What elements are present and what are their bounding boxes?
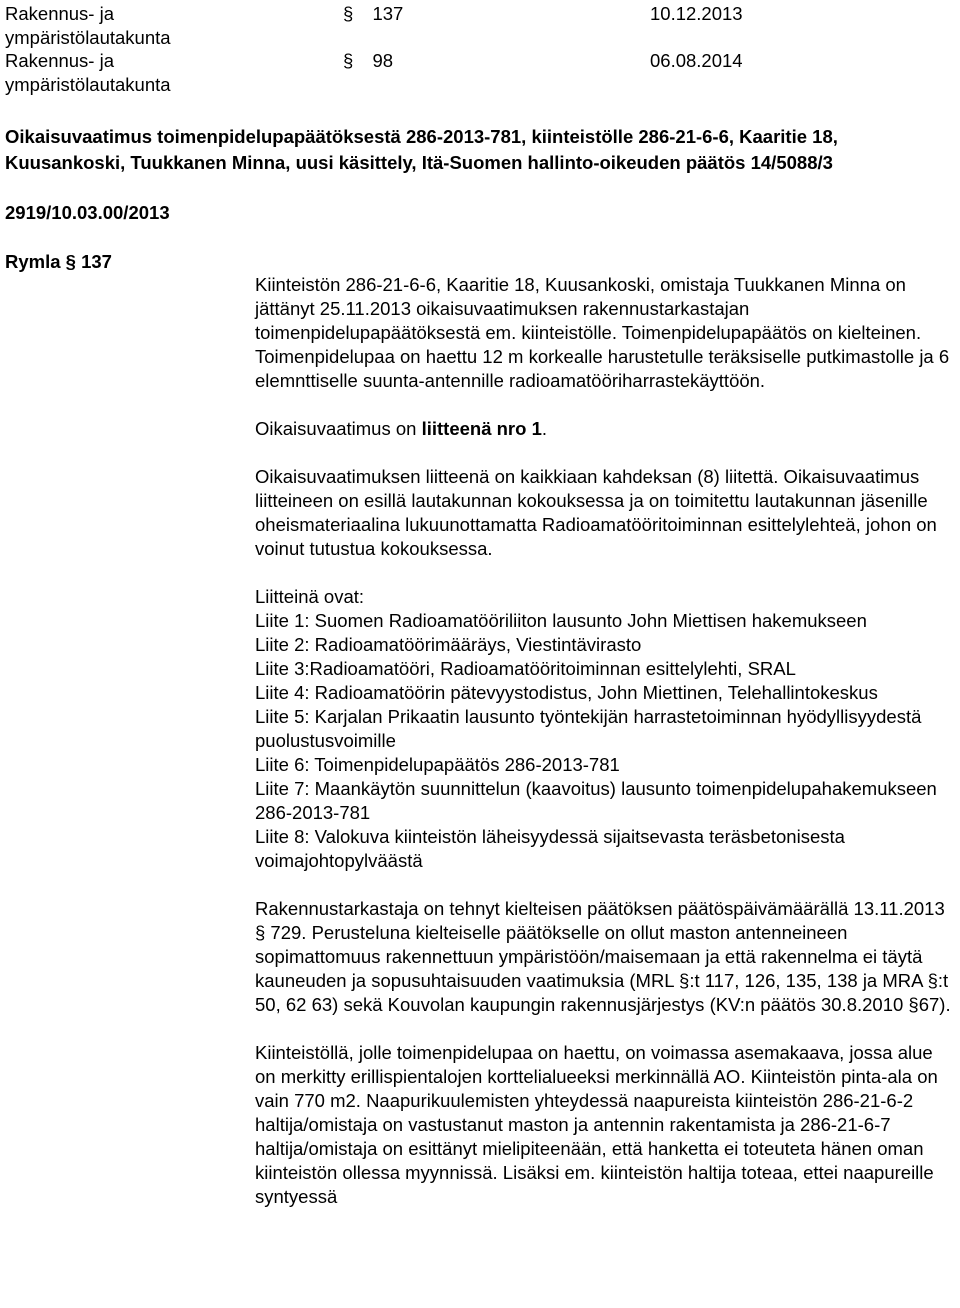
section-number — [343, 2, 403, 26]
attachments-heading: Liitteinä ovat: — [255, 586, 365, 607]
org-line2: ympäristölautakunta — [5, 74, 171, 95]
section-symbol: § — [343, 50, 354, 71]
paragraph: Kiinteistöllä, jolle toimenpidelupaa on haettu, on voimassa asemakaava, jossa alue on merkitty erillispientalojen korttelialueeksi merkinnällä AO. Kiinteistön pinta-ala on vain 770 m2. Naapurikuulemisten yhteydessä naapureista kiinteistön 286-21-6-2 haltija/omistaja on vastustanut maston ja antennin rakentamista ja 286-21-6-7 haltija/omistaja on esittänyt mielipiteenään, että hanketta ei toteuteta hänen oman kiinteistön ollessa myynnissä. Lisäksi em. kiinteistön haltija toteaa, ettei naapureille syntyessä — [255, 1042, 938, 1207]
org-line1: Rakennus- ja — [5, 3, 115, 24]
attachment-item: Liite 6: Toimenpidelupapäätös 286-2013-781 — [255, 754, 620, 775]
attachment-item: Liite 7: Maankäytön suunnittelun (kaavoitus) lausunto toimenpidelupahakemukseen 286-2013-781 — [255, 778, 937, 823]
body-text — [255, 273, 955, 1209]
attachment-item: Liite 2: Radioamatöörimääräys, Viestintävirasto — [255, 634, 642, 655]
org-line1: Rakennus- ja — [5, 50, 115, 71]
attachment-item: Liite 1: Suomen Radioamatööriliiton lausunto John Miettisen hakemukseen — [255, 610, 867, 631]
document-title: Oikaisuvaatimus toimenpidelupapäätöksestä 286-2013-781, kiinteistölle 286-21-6-6, Kaaritie 18, Kuusankoski, Tuukkanen Minna, uusi käsittely, Itä-Suomen hallinto-oikeuden päätös 14/5088/3 — [5, 126, 838, 173]
attachment-item: Liite 3:Radioamatööri, Radioamatööritoiminnan esittelylehti, SRAL — [255, 658, 796, 679]
header-org — [5, 2, 235, 50]
attachment-item: Liite 4: Radioamatöörin pätevyystodistus, John Miettinen, Telehallintokeskus — [255, 682, 878, 703]
diary-number: 2919/10.03.00/2013 — [5, 202, 170, 223]
attachment-item: Liite 5: Karjalan Prikaatin lausunto työntekijän harrastetoiminnan hyödyllisyydestä puolustusvoimille — [255, 706, 922, 751]
paragraph-text: . — [541, 418, 547, 439]
section-label: Rymla § 137 — [5, 251, 112, 272]
header-org — [5, 49, 235, 97]
attachment-reference: liitteenä nro 1 — [421, 418, 542, 439]
paragraph-text: Oikaisuvaatimus on — [255, 418, 422, 439]
section-number — [343, 49, 393, 73]
section-number-value: 137 — [372, 3, 404, 24]
paragraph: Rakennustarkastaja on tehnyt kielteisen päätöksen päätöspäivämäärällä 13.11.2013 § 729. Perusteluna kielteiselle päätökselle on ollut maston antenneineen sopimattomuus rakennettuun ympäristöön/maisemaan ja että rakennelma ei täytä kauneuden ja sopusuhtaisuuden vaatimuksia (MRL §:t 117, 126, 135, 138 ja MRA §:t 50, 62 63) sekä Kouvolan kaupungin rakennusjärjestys (KV:n päätös 30.8.2010 §67). — [255, 898, 951, 1015]
attachment-item: Liite 8: Valokuva kiinteistön läheisyydessä sijaitsevasta teräsbetonisesta voimajohtopylväästä — [255, 826, 845, 871]
org-line2: ympäristölautakunta — [5, 27, 171, 48]
meeting-date: 10.12.2013 — [650, 3, 743, 24]
meeting-date: 06.08.2014 — [650, 50, 743, 71]
section-symbol: § — [343, 3, 354, 24]
attachment-list — [255, 609, 955, 873]
paragraph: Oikaisuvaatimuksen liitteenä on kaikkiaan kahdeksan (8) liitettä. Oikaisuvaatimus liitteineen on esillä lautakunnan kokouksessa ja on toimitettu lautakunnan jäsenille oheismateriaalina lukuunottamatta Radioamatööritoiminnan esittelylehteä, johon on voinut tutustua kokouksessa. — [255, 466, 937, 559]
section-number-value: 98 — [372, 50, 394, 71]
paragraph — [255, 417, 955, 441]
paragraph: Kiinteistön 286-21-6-6, Kaaritie 18, Kuusankoski, omistaja Tuukkanen Minna on jättänyt 25.11.2013 oikaisuvaatimuksen rakennustarkastajan toimenpidelupapäätöksestä em. kiinteistölle. Toimenpidelupapäätös on kielteinen. Toimenpidelupaa on haettu 12 m korkealle harustetulle teräksiselle putkimastolle ja 6 elemnttiselle suunta-antennille radioamatööriharrastekäyttöön. — [255, 274, 950, 391]
